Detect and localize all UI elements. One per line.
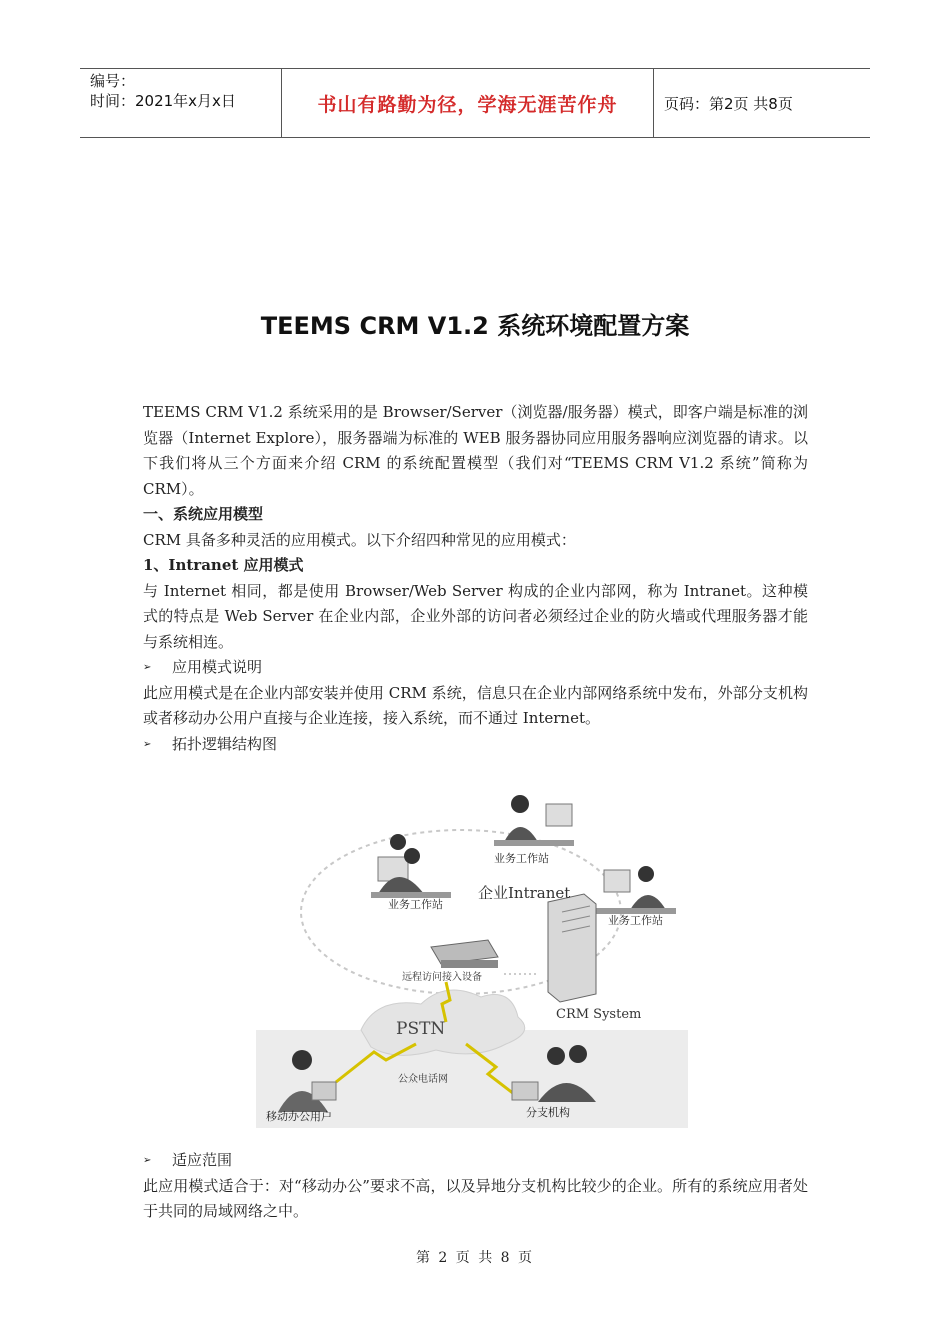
- header-time-label: 时间：2021年x月x日: [90, 92, 236, 110]
- arrow-bullet-icon: ➢: [143, 739, 152, 750]
- bullet-mode-description: [143, 655, 808, 681]
- document-body: [143, 400, 808, 758]
- header-number-label: 编号：: [90, 72, 136, 90]
- page-footer: 第 2 页 共 8 页: [415, 1250, 535, 1266]
- section1-heading: 一、系统应用模型: [143, 505, 264, 523]
- intro-paragraph: TEEMS CRM V1.2 系统采用的是 Browser/Server（浏览器/服务器）模式，即客户端是标准的浏览器（Internet Explore），服务器端为标准的 WEB 服务器协同应用服务器响应浏览器的请求。以下我们将从三个方面来介绍 CRM 的系统配置模型（我们对“TEEMS CRM V1.2 系统”简称为 CRM）。: [143, 403, 808, 498]
- crm-server: [548, 894, 596, 1002]
- header-motto: 书山有路勤为径，学海无涯苦作舟: [317, 93, 618, 116]
- workstation-top: [494, 795, 574, 846]
- label-branch: 分支机构: [526, 1106, 570, 1119]
- bullet3-text: 此应用模式适合于：对“移动办公”要求不高，以及异地分支机构比较少的企业。所有的系统应用者处于共同的局域网络之中。: [143, 1176, 808, 1221]
- page-header: [80, 68, 870, 138]
- label-intranet: 企业Intranet: [478, 884, 571, 902]
- label-crm-system: CRM System: [556, 1007, 642, 1022]
- label-public-phone-net: 公众电话网: [398, 1074, 448, 1085]
- header-motto-cell: [281, 69, 654, 137]
- sub1-heading: 1、Intranet 应用模式: [143, 556, 304, 574]
- bullet-scope: [143, 1148, 808, 1174]
- arrow-bullet-icon: ➢: [143, 662, 152, 674]
- workstation-right: [596, 866, 676, 914]
- topology-diagram: [256, 782, 688, 1128]
- bullet-topology: [143, 732, 808, 758]
- bullet-label: 适应范围: [172, 1151, 233, 1169]
- label-workstation-top: 业务工作站: [494, 852, 549, 865]
- workstation-left: [371, 834, 451, 898]
- sub1-text: 与 Internet 相同，都是使用 Browser/Web Server 构成的企业内部网，称为 Intranet。这种模式的特点是 Web Server 在企业内部，企业外部的访问者必须经过企业的防火墙或代理服务器才能与系统相连。: [143, 581, 808, 651]
- label-remote-access: 远程访问接入设备: [402, 972, 482, 983]
- bullet-label: 应用模式说明: [172, 658, 263, 676]
- bullet-label: 拓扑逻辑结构图: [172, 734, 278, 753]
- label-mobile-user: 移动办公用户: [266, 1110, 332, 1123]
- header-meta-cell: [80, 69, 281, 137]
- header-page-info: 页码：第2页 共8页: [664, 94, 793, 113]
- remote-access-device: [431, 940, 498, 968]
- label-workstation-right: 业务工作站: [608, 914, 663, 927]
- section1-text: CRM 具备多种灵活的应用模式。以下介绍四种常见的应用模式：: [143, 530, 576, 549]
- arrow-bullet-icon: ➢: [143, 1155, 152, 1167]
- label-workstation-left: 业务工作站: [388, 898, 443, 911]
- document-body-continued: [143, 1148, 808, 1225]
- label-pstn: PSTN: [396, 1019, 446, 1039]
- document-title: TEEMS CRM V1.2 系统环境配置方案: [260, 312, 690, 340]
- bullet1-text: 此应用模式是在企业内部安装并使用 CRM 系统，信息只在企业内部网络系统中发布，外部分支机构或者移动办公用户直接与企业连接，接入系统，而不通过 Internet。: [143, 683, 808, 728]
